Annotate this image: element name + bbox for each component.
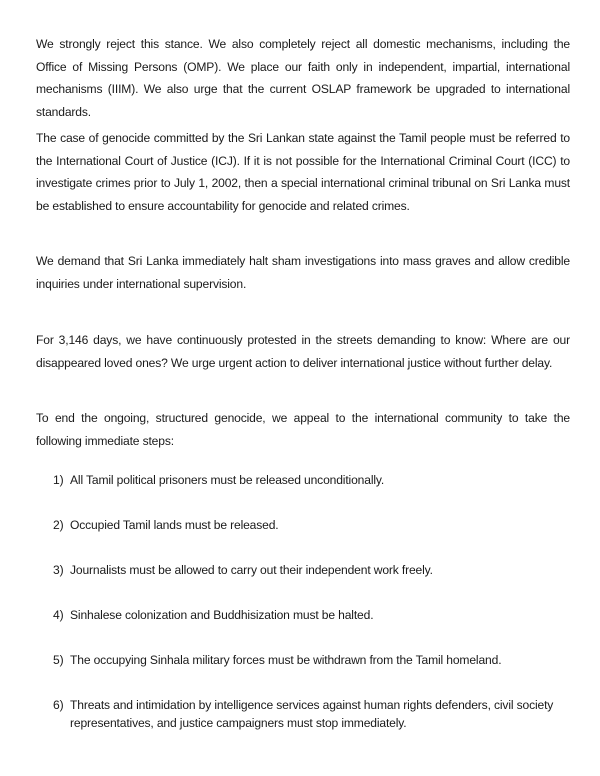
list-item <box>53 652 573 670</box>
list-item-text: Sinhalese colonization and Buddhisization must be halted. <box>70 608 374 622</box>
paragraph-reject-domestic-mechanisms: We strongly reject this stance. We also completely reject all domestic mechanisms, including the Office of Missing Persons (OMP). We place our faith only in independent, impartial, international mechanisms (IIIM). We also urge that the current OSLAP framework be upgraded to international standards. <box>36 37 570 119</box>
paragraph-protest-days: For 3,146 days, we have continuously protested in the streets demanding to know: Where are our disappeared loved ones? We urge urgent action to deliver international justice without further delay. <box>36 333 570 370</box>
list-item-number: 2) <box>53 518 64 532</box>
list-item <box>53 697 573 732</box>
paragraph-appeal: To end the ongoing, structured genocide, we appeal to the international community to take the following immediate steps: <box>36 411 570 448</box>
list-item-text: The occupying Sinhala military forces must be withdrawn from the Tamil homeland. <box>70 653 502 667</box>
list-item-text: Journalists must be allowed to carry out their independent work freely. <box>70 563 433 577</box>
list-item-text: Threats and intimidation by intelligence services against human rights defenders, civil society representatives, and justice campaigners must stop immediately. <box>70 698 554 730</box>
paragraph-genocide-referral: The case of genocide committed by the Sri Lankan state against the Tamil people must be referred to the International Court of Justice (ICJ). If it is not possible for the International Criminal Court (ICC) to investigate crimes prior to July 1, 2002, then a special international criminal tribunal on Sri Lanka must be established to ensure accountability for genocide and related crimes. <box>36 131 570 213</box>
paragraph-mass-graves: We demand that Sri Lanka immediately halt sham investigations into mass graves and allow credible inquiries under international supervision. <box>36 254 570 291</box>
list-item <box>53 517 573 535</box>
list-item-number: 1) <box>53 473 64 487</box>
list-item-number: 6) <box>53 698 64 712</box>
list-item <box>53 562 573 580</box>
list-item-number: 5) <box>53 653 64 667</box>
list-item <box>53 607 573 625</box>
list-item <box>53 472 573 490</box>
list-item-text: All Tamil political prisoners must be released unconditionally. <box>70 473 385 487</box>
list-item-text: Occupied Tamil lands must be released. <box>70 518 279 532</box>
list-item-number: 4) <box>53 608 64 622</box>
list-item-number: 3) <box>53 563 64 577</box>
